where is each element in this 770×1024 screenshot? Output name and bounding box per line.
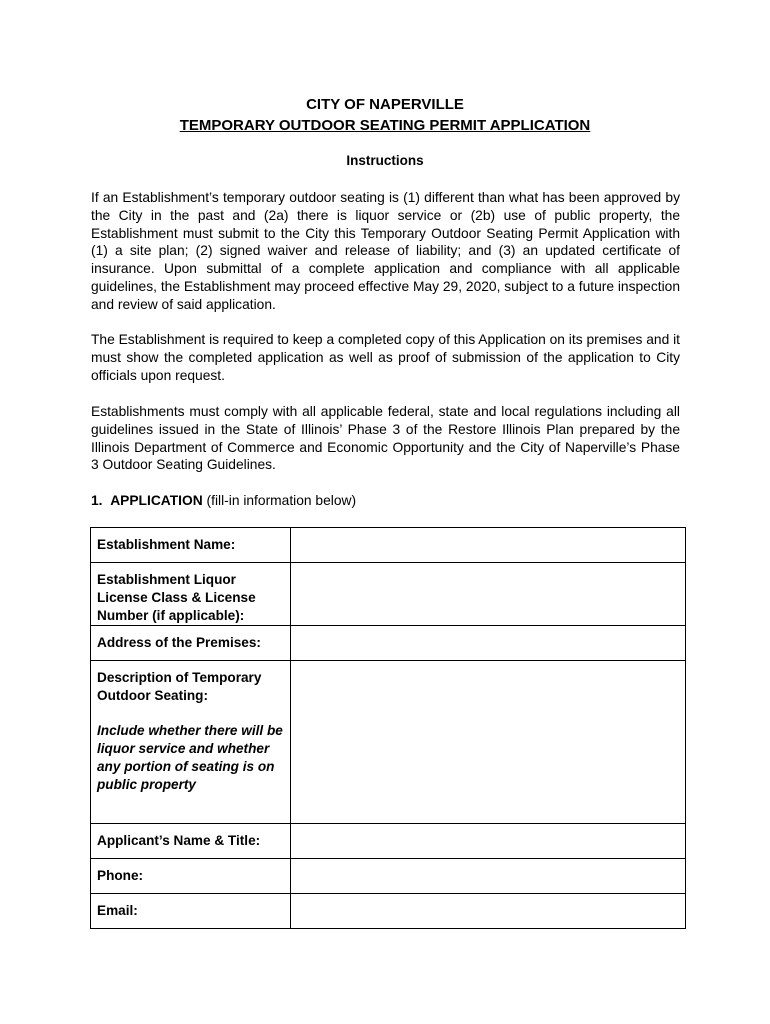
table-row bbox=[91, 626, 686, 661]
field-label-description bbox=[91, 661, 291, 824]
instructions-paragraph-3: Establishments must comply with all applicable federal, state and local regulations including all guidelines issued in the State of Illinois’ Phase 3 of the Restore Illinois Plan prepared by the Illinois Department of Commerce and Economic Opportunity and the City of Naperville’s Phase 3 Outdoor Seating Guidelines. bbox=[91, 404, 680, 473]
description-hint: Include whether there will be liquor service and whether any portion of seating is on public property bbox=[97, 723, 283, 792]
instructions-paragraph-1: If an Establishment’s temporary outdoor seating is (1) different than what has been approved by the City in the past and (2a) there is liquor service or (2b) use of public property, the Establishment must submit to the City this Temporary Outdoor Seating Permit Application with (1) a site plan; (2) signed waiver and release of liability; and (3) an updated certificate of insurance. Upon submittal of a complete application and compliance with all applicable guidelines, the Establishment may proceed effective May 29, 2020, subject to a future inspection and review of said application. bbox=[91, 190, 680, 312]
city-title: CITY OF NAPERVILLE bbox=[306, 96, 464, 113]
table-row bbox=[91, 563, 686, 626]
phone-field[interactable] bbox=[291, 859, 686, 894]
establishment-name-field[interactable] bbox=[291, 528, 686, 563]
instructions-paragraph-2: The Establishment is required to keep a completed copy of this Application on its premises and it must show the completed application as well as proof of submission of the application to City officials upon request. bbox=[91, 332, 680, 383]
instructions-heading: Instructions bbox=[346, 153, 424, 168]
liquor-license-field[interactable] bbox=[291, 563, 686, 626]
field-label-email: Email: bbox=[91, 894, 291, 929]
table-row bbox=[91, 528, 686, 563]
table-row bbox=[91, 824, 686, 859]
field-label-establishment-name: Establishment Name: bbox=[91, 528, 291, 563]
description-label: Description of Temporary Outdoor Seating: bbox=[97, 670, 262, 703]
section-note: (fill-in information below) bbox=[206, 493, 357, 508]
application-form-table bbox=[90, 527, 686, 929]
applicant-name-field[interactable] bbox=[291, 824, 686, 859]
address-field[interactable] bbox=[291, 626, 686, 661]
field-label-applicant: Applicant’s Name & Title: bbox=[91, 824, 291, 859]
section-number: 1. bbox=[91, 493, 103, 508]
table-row bbox=[91, 661, 686, 824]
description-field[interactable] bbox=[291, 661, 686, 824]
email-field[interactable] bbox=[291, 894, 686, 929]
section-title: APPLICATION bbox=[110, 493, 203, 508]
field-label-address: Address of the Premises: bbox=[91, 626, 291, 661]
section-heading bbox=[91, 493, 356, 508]
table-row bbox=[91, 894, 686, 929]
table-row bbox=[91, 859, 686, 894]
field-label-phone: Phone: bbox=[91, 859, 291, 894]
field-label-liquor-license: Establishment Liquor License Class & License Number (if applicable): bbox=[91, 563, 291, 626]
document-title: TEMPORARY OUTDOOR SEATING PERMIT APPLICATION bbox=[179, 117, 591, 134]
